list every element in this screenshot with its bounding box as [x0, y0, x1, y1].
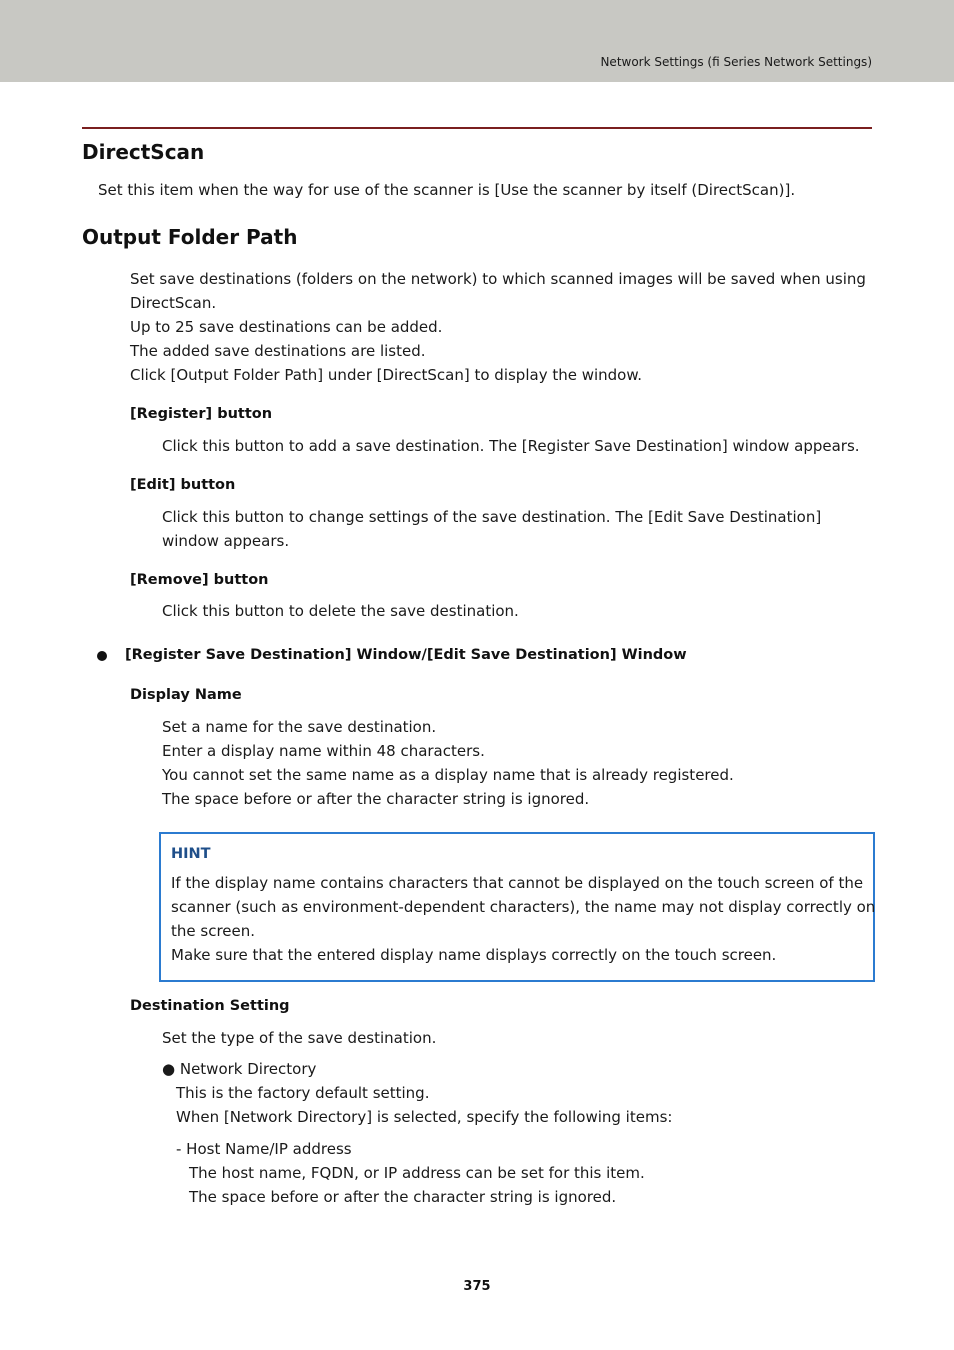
- text-line: scanner (such as environment-dependent characters), the name may not display correctly on: [171, 898, 876, 916]
- network-directory-item-title: ● Network Directory: [162, 1060, 317, 1078]
- text-line: Set a name for the save destination.: [162, 718, 437, 736]
- heading-window-section: [Register Save Destination] Window/[Edit Save Destination] Window: [125, 647, 687, 663]
- text-line: window appears.: [162, 532, 290, 550]
- header-band: [0, 0, 954, 82]
- text-line: The added save destinations are listed.: [130, 342, 426, 360]
- text-line: Click [Output Folder Path] under [DirectScan] to display the window.: [130, 366, 643, 384]
- bullet-icon: [97, 651, 107, 661]
- text-line: This is the factory default setting.: [176, 1084, 430, 1102]
- text-line: the screen.: [171, 922, 256, 940]
- hint-box: [159, 832, 875, 982]
- directscan-intro: Set this item when the way for use of the scanner is [Use the scanner by itself (DirectScan)].: [98, 181, 796, 199]
- text-line: Enter a display name within 48 characters.: [162, 742, 485, 760]
- heading-directscan: DirectScan: [82, 140, 205, 164]
- register-description: [162, 434, 860, 458]
- text-line: The space before or after the character string is ignored.: [189, 1188, 617, 1206]
- display-name-description: [162, 715, 734, 811]
- heading-display-name: Display Name: [130, 687, 242, 703]
- section-rule: [82, 127, 872, 129]
- text-line: Up to 25 save destinations can be added.: [130, 318, 443, 336]
- heading-register-button: [Register] button: [130, 406, 273, 422]
- edit-description: [162, 505, 821, 553]
- network-directory-description: [176, 1081, 672, 1129]
- heading-destination-setting: Destination Setting: [130, 998, 290, 1014]
- output-folder-description: [130, 267, 866, 387]
- heading-remove-button: [Remove] button: [130, 572, 269, 588]
- text-line: Set save destinations (folders on the network) to which scanned images will be saved when using: [130, 270, 866, 288]
- text-line: You cannot set the same name as a display name that is already registered.: [162, 766, 734, 784]
- host-name-description: [189, 1161, 645, 1209]
- header-title: Network Settings (fi Series Network Settings): [600, 55, 872, 69]
- heading-output-folder-path: Output Folder Path: [82, 225, 298, 249]
- text-line: Click this button to change settings of the save destination. The [Edit Save Destination]: [162, 508, 822, 526]
- text-line: When [Network Directory] is selected, specify the following items:: [176, 1108, 673, 1126]
- text-line: The host name, FQDN, or IP address can be set for this item.: [189, 1164, 645, 1182]
- remove-description: [162, 599, 519, 623]
- text-line: The space before or after the character string is ignored.: [162, 790, 590, 808]
- page-number: 375: [463, 1279, 491, 1294]
- text-line: DirectScan.: [130, 294, 217, 312]
- text-line: Make sure that the entered display name displays correctly on the touch screen.: [171, 946, 777, 964]
- hint-body: [171, 871, 876, 967]
- destination-intro: Set the type of the save destination.: [162, 1029, 437, 1047]
- text-line: Click this button to delete the save destination.: [162, 602, 519, 620]
- hint-title: HINT: [171, 846, 211, 862]
- heading-edit-button: [Edit] button: [130, 477, 236, 493]
- text-line: Click this button to add a save destination. The [Register Save Destination] window appears.: [162, 437, 860, 455]
- host-name-subitem-title: - Host Name/IP address: [176, 1140, 352, 1158]
- text-line: If the display name contains characters that cannot be displayed on the touch screen of the: [171, 874, 864, 892]
